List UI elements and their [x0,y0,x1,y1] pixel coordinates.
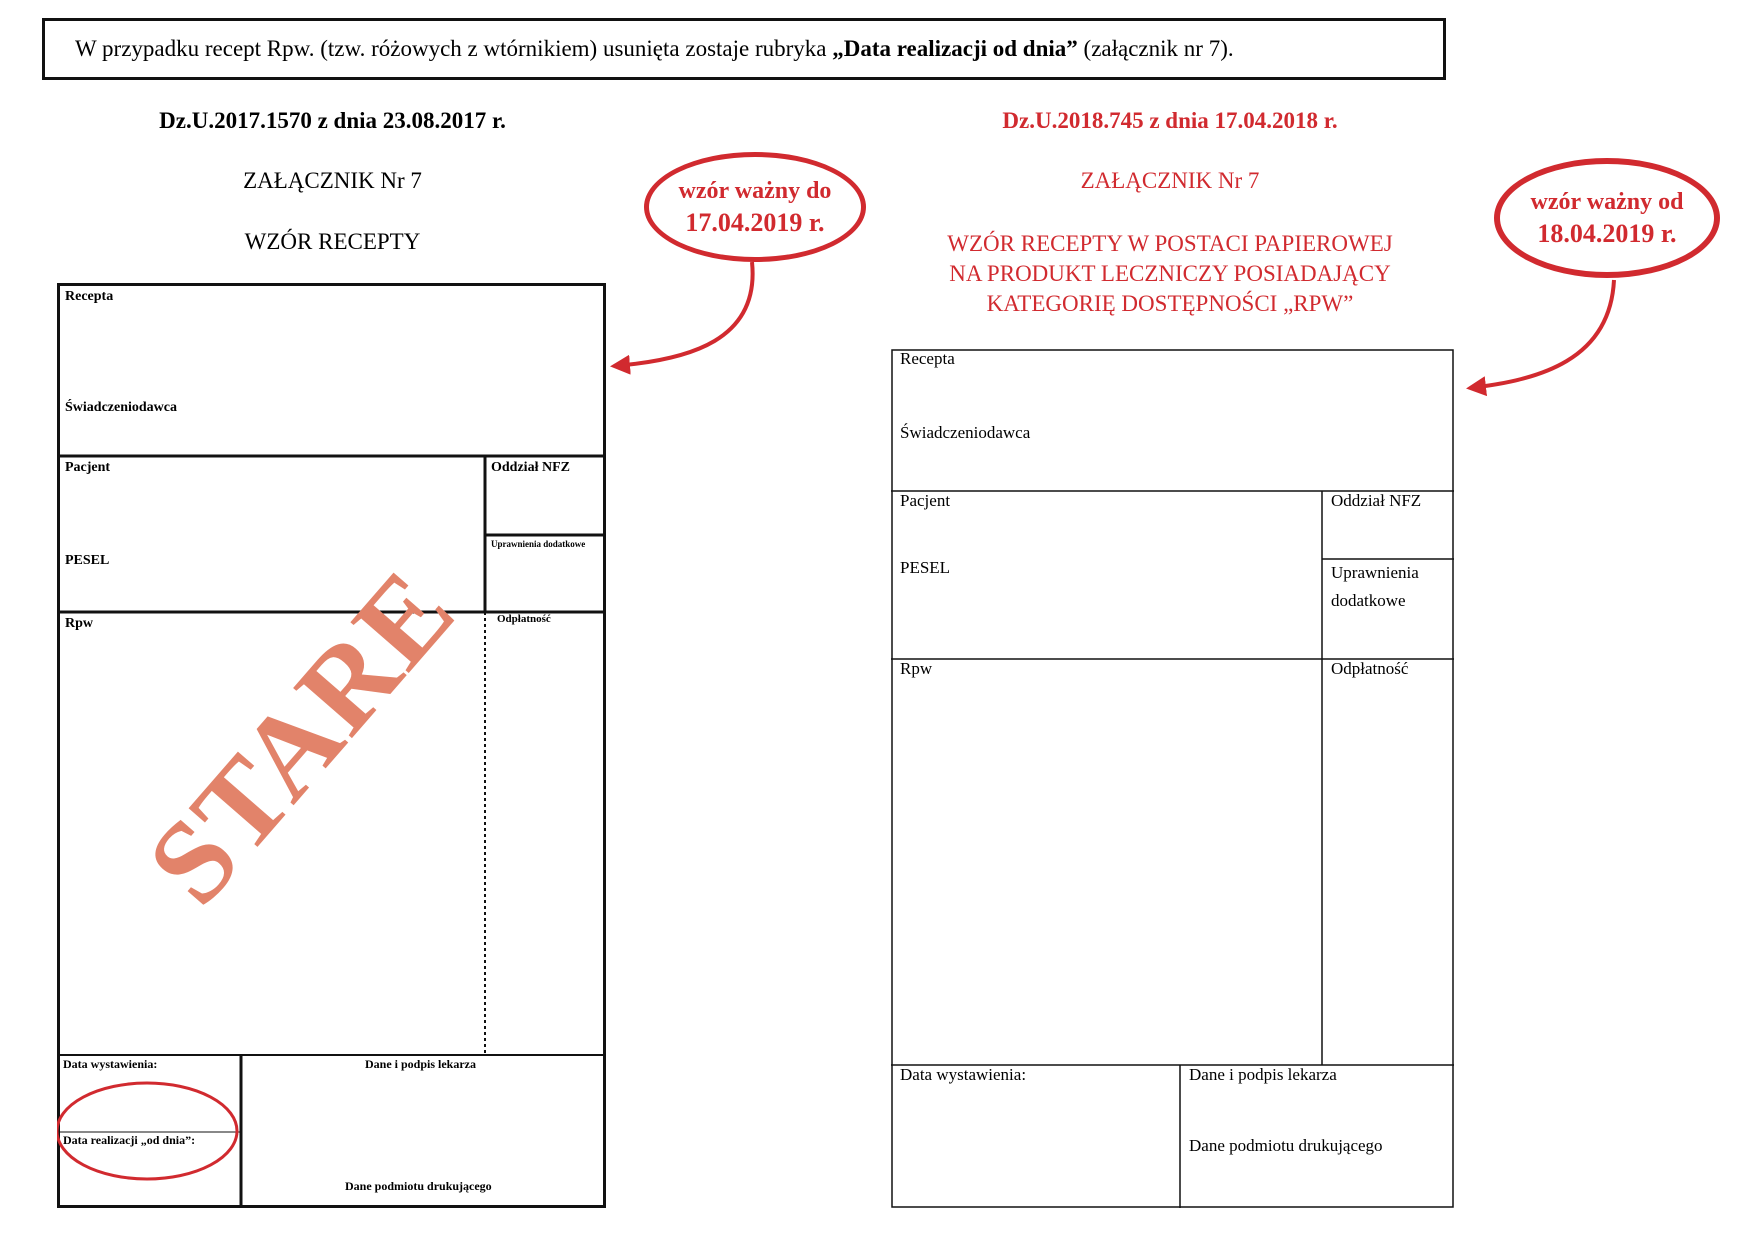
highlight-circle [57,1083,237,1179]
new-annex-title: ZAŁĄCZNIK Nr 7 [1080,168,1260,193]
old-label-dane-podmiotu: Dane podmiotu drukującego [345,1179,492,1193]
stare-watermark: STARE [122,544,480,929]
new-label-uprawnienia-1: Uprawnienia [1331,563,1419,582]
old-label-pesel: PESEL [65,553,110,568]
new-title-line2: NA PRODUKT LECZNICZY POSIADAJĄCY [949,261,1391,286]
new-label-odplatnosc: Odpłatność [1331,659,1409,678]
new-label-dane-podpis: Dane i podpis lekarza [1189,1065,1337,1084]
new-stamp-arrow [1470,280,1614,388]
new-label-uprawnienia [1331,559,1419,615]
old-label-oddzial-nfz: Oddział NFZ [491,460,570,475]
new-label-recepta: Recepta [900,349,955,368]
new-label-oddzial-nfz: Oddział NFZ [1331,491,1422,510]
new-label-dane-podmiotu: Dane podmiotu drukującego [1189,1136,1383,1155]
old-label-swiadczeniodawca: Świadczeniodawca [65,400,177,415]
old-label-odplatnosc: Odpłatność [497,613,551,625]
new-title-line1: WZÓR RECEPTY W POSTACI PAPIEROWEJ [947,231,1393,256]
old-stamp-line2: 17.04.2019 r. [685,208,825,237]
old-annex-title: ZAŁĄCZNIK Nr 7 [243,168,422,193]
new-label-pacjent: Pacjent [900,491,951,510]
new-label-data-wystawienia: Data wystawienia: [900,1065,1027,1084]
new-stamp-line2: 18.04.2019 r. [1537,219,1677,248]
new-law-reference: Dz.U.2018.745 z dnia 17.04.2018 r. [1002,108,1338,133]
old-law-reference: Dz.U.2017.1570 z dnia 23.08.2017 r. [159,108,506,133]
old-form-title: WZÓR RECEPTY [244,229,421,254]
old-label-recepta: Recepta [65,289,114,304]
old-label-pacjent: Pacjent [65,460,111,475]
banner-text: W przypadku recept Rpw. (tzw. różowych z wtórnikiem) usunięta zostaje rubryka [75,36,833,61]
new-label-pesel: PESEL [900,558,951,577]
new-prescription-form [891,349,1454,1208]
old-label-data-wystawienia: Data wystawienia: [63,1057,158,1071]
old-stamp-line1: wzór ważny do [678,178,832,204]
old-label-uprawnienia: Uprawnienia dodatkowe [491,539,586,549]
old-label-data-realizacji: Data realizacji „od dnia”: [63,1133,196,1147]
new-label-swiadczeniodawca: Świadczeniodawca [900,423,1031,442]
banner-bold-text: „Data realizacji od dnia” [832,36,1078,61]
new-label-uprawnienia-2: dodatkowe [1331,591,1406,610]
new-title-line3: KATEGORIĘ DOSTĘPNOŚCI „RPW” [986,291,1354,316]
old-stamp-arrow [614,262,753,366]
old-label-dane-podpis: Dane i podpis lekarza [365,1057,477,1071]
old-label-rpw: Rpw [65,616,94,631]
new-stamp-line1: wzór ważny od [1530,189,1684,215]
new-label-rpw: Rpw [900,659,933,678]
banner-text-end: (załącznik nr 7). [1077,36,1234,61]
